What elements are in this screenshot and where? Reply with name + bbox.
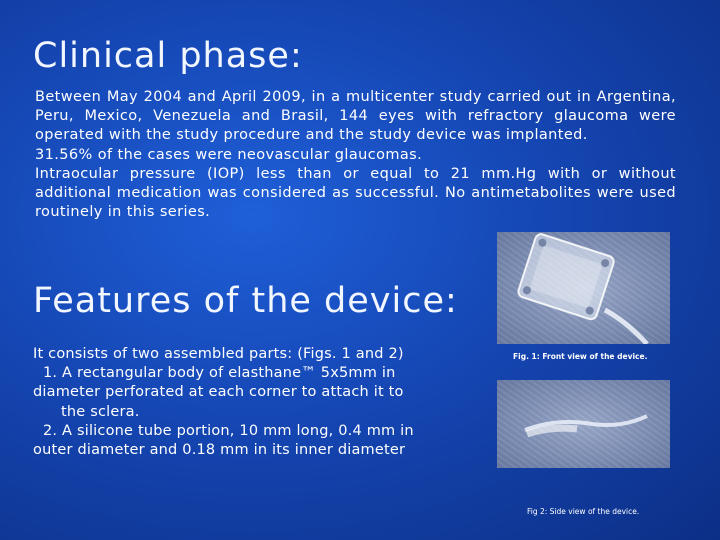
features-text bbox=[33, 345, 473, 460]
figure-1-caption: Fig. 1: Front view of the device. bbox=[513, 352, 648, 361]
feature-item-2-line-2: outer diameter and 0.18 mm in its inner diameter bbox=[33, 442, 406, 459]
paragraph-neovascular: 31.56% of the cases were neovascular glaucomas. bbox=[35, 146, 423, 163]
paragraph-iop: Intraocular pressure (IOP) less than or equal to 21 mm.Hg with or without additional medication was considered as successful. No antimetabolites were used routinely in this series. bbox=[35, 165, 676, 221]
feature-item-2-line-1: 2. A silicone tube portion, 10 mm long, 0.4 mm in bbox=[43, 422, 414, 439]
features-intro: It consists of two assembled parts: (Figs. 1 and 2) bbox=[33, 346, 404, 362]
clinical-phase-text bbox=[35, 88, 676, 222]
slide-title: Clinical phase: bbox=[33, 36, 303, 76]
paragraph-study: Between May 2004 and April 2009, in a multicenter study carried out in Argentina, Peru, Mexico, Venezuela and Brasil, 144 eyes with refractory glaucoma were operated with the study procedure and the study device was implanted. bbox=[35, 89, 676, 144]
device-side-view-photo bbox=[497, 380, 670, 468]
figure-2-caption: Fig 2: Side view of the device. bbox=[527, 507, 640, 516]
feature-item-1-line-2: diameter perforated at each corner to attach it to bbox=[33, 384, 404, 401]
feature-item-1-line-3: the sclera. bbox=[61, 403, 140, 420]
feature-item-1-line-1: 1. A rectangular body of elasthane™ 5x5mm in bbox=[43, 365, 396, 382]
device-front-view-photo bbox=[497, 232, 670, 344]
section-subtitle: Features of the device: bbox=[33, 281, 458, 321]
